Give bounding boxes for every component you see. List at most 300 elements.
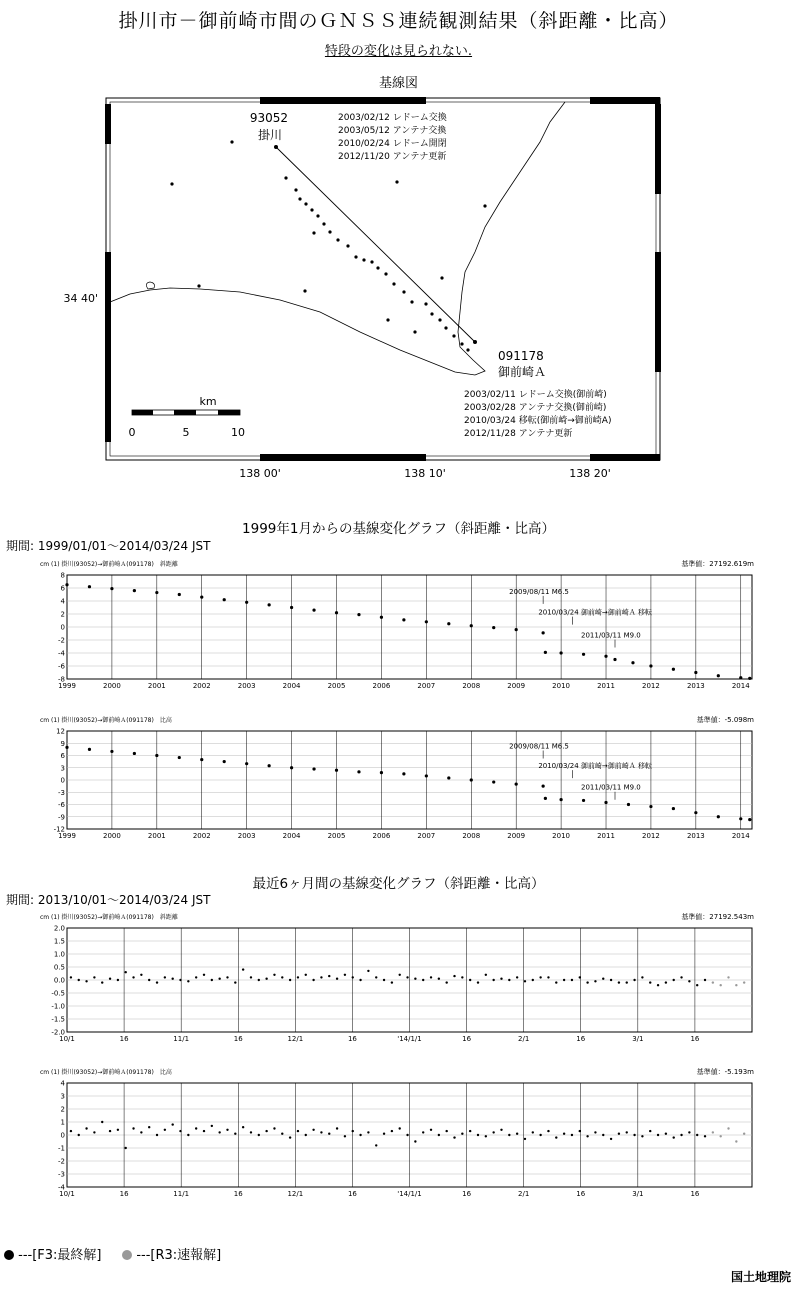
data-point	[375, 1144, 377, 1146]
data-point	[532, 979, 534, 981]
data-point	[430, 976, 432, 978]
data-point	[712, 981, 714, 983]
data-point	[93, 1131, 95, 1133]
station-a-note-2: 2003/05/12 アンテナ交換	[338, 126, 447, 136]
data-point	[359, 979, 361, 981]
data-point	[430, 1129, 432, 1131]
chart-header: cm (1) 掛川(93052)→御前崎Ａ(091178) 比高	[40, 717, 172, 724]
data-point	[641, 1135, 643, 1137]
data-point	[539, 976, 541, 978]
x-tick-label: 2011	[597, 832, 615, 840]
x-tick-label: 3/1	[632, 1190, 644, 1198]
data-point	[748, 818, 751, 821]
x-tick-label: 2002	[192, 832, 211, 840]
station-b-note-2: 2003/02/28 アンテナ交換(御前崎)	[464, 403, 607, 413]
data-point	[532, 1131, 534, 1133]
x-tick-label: 2003	[237, 682, 256, 690]
data-point	[391, 1130, 393, 1132]
chart-base-value: 基準値：-5.193m	[696, 1068, 754, 1076]
data-point	[649, 1130, 651, 1132]
scale-tick-5: 5	[182, 426, 190, 439]
data-point	[748, 677, 751, 680]
x-tick-label: 16	[576, 1035, 586, 1043]
data-point	[399, 1127, 401, 1129]
station-a-note-3: 2010/02/24 レドーム開閉	[338, 139, 447, 149]
data-point	[336, 978, 338, 980]
y-tick-label: 0	[60, 623, 65, 632]
x-tick-label: 2007	[417, 682, 436, 690]
station-b-id: 091178	[498, 349, 544, 363]
data-point	[672, 668, 675, 671]
data-point	[704, 979, 706, 981]
data-point	[132, 976, 134, 978]
data-point	[245, 762, 248, 765]
data-point	[445, 981, 447, 983]
data-point	[739, 676, 742, 679]
data-point	[195, 1127, 197, 1129]
data-point	[508, 1134, 510, 1136]
y-tick-label: 3	[60, 764, 65, 773]
data-point	[234, 981, 236, 983]
x-tick-label: 1999	[58, 682, 76, 690]
data-point	[739, 817, 742, 820]
data-point	[492, 1131, 494, 1133]
x-tick-label: 2010	[552, 682, 571, 690]
data-point	[657, 1134, 659, 1136]
data-point	[164, 976, 166, 978]
y-tick-label: 1	[60, 1118, 65, 1127]
x-tick-label: '14/1/1	[397, 1035, 422, 1043]
data-point	[200, 596, 203, 599]
x-tick-label: 2001	[147, 832, 166, 840]
chart-base-value: 基準値：-5.098m	[696, 716, 754, 724]
data-point	[563, 979, 565, 981]
x-tick-label: 2013	[686, 832, 705, 840]
y-tick-label: 3	[60, 1092, 65, 1101]
x-tick-label: 2006	[372, 832, 391, 840]
data-point	[110, 587, 113, 590]
x-tick-label: 2001	[147, 682, 166, 690]
data-point	[500, 1129, 502, 1131]
page-title: 掛川市－御前崎市間のＧＮＳＳ連続観測結果（斜距離・比高）	[118, 10, 679, 32]
chart-header: cm (1) 掛川(93052)→御前崎Ａ(091178) 比高	[40, 1069, 172, 1076]
data-point	[582, 653, 585, 656]
data-point	[273, 1127, 275, 1129]
data-point	[312, 767, 315, 770]
data-point	[735, 984, 737, 986]
data-point	[447, 622, 450, 625]
data-point	[579, 976, 581, 978]
data-point	[445, 1130, 447, 1132]
data-point	[743, 1133, 745, 1135]
short-term-period: 期間: 2013/10/01～2014/03/24 JST	[6, 893, 211, 907]
legend-final-marker	[4, 1250, 14, 1260]
data-point	[328, 1133, 330, 1135]
x-tick-label: 2006	[372, 682, 391, 690]
data-point	[673, 1136, 675, 1138]
data-point	[110, 750, 113, 753]
data-point	[425, 620, 428, 623]
data-point	[125, 1147, 127, 1149]
data-point	[85, 980, 87, 982]
x-tick-label: 16	[347, 1035, 357, 1043]
data-point	[582, 799, 585, 802]
x-tick-label: 2012	[642, 832, 660, 840]
data-point	[352, 1130, 354, 1132]
event-annotation: 2009/08/11 M6.5	[509, 587, 569, 596]
data-point	[200, 758, 203, 761]
y-tick-label: -1.5	[51, 1015, 65, 1024]
station-b-note-1: 2003/02/11 レドーム交換(御前崎)	[464, 390, 607, 400]
y-tick-label: 0	[60, 776, 65, 785]
y-tick-label: -3	[58, 788, 65, 797]
data-point	[344, 974, 346, 976]
data-point	[336, 1127, 338, 1129]
y-tick-label: 1.5	[53, 937, 65, 946]
data-point	[602, 978, 604, 980]
data-point	[265, 978, 267, 980]
long-term-section-title: 1999年1月からの基線変化グラフ（斜距離・比高）	[242, 521, 555, 537]
data-point	[453, 1136, 455, 1138]
data-point	[281, 1133, 283, 1135]
y-tick-label: 0.5	[53, 963, 65, 972]
data-point	[696, 984, 698, 986]
data-point	[727, 976, 729, 978]
data-point	[626, 981, 628, 983]
x-tick-label: 2002	[192, 682, 211, 690]
data-point	[320, 976, 322, 978]
data-point	[399, 974, 401, 976]
chart-long-slope-distance	[0, 555, 797, 701]
station-a-name: 掛川	[257, 128, 282, 142]
x-tick-label: 1999	[58, 832, 76, 840]
longitude-label-3: 138 20'	[569, 467, 611, 480]
y-tick-label: -0.5	[51, 989, 65, 998]
data-point	[250, 976, 252, 978]
data-point	[555, 981, 557, 983]
data-point	[571, 1134, 573, 1136]
y-tick-label: -9	[58, 813, 65, 822]
x-tick-label: 3/1	[632, 1035, 644, 1043]
y-tick-label: 0	[60, 1131, 65, 1140]
data-point	[633, 979, 635, 981]
data-point	[155, 754, 158, 757]
data-point	[438, 978, 440, 980]
x-tick-label: 2004	[282, 682, 301, 690]
data-point	[335, 611, 338, 614]
data-point	[402, 618, 405, 621]
data-point	[735, 1140, 737, 1142]
data-point	[680, 1134, 682, 1136]
data-point	[712, 1131, 714, 1133]
x-tick-label: 16	[233, 1190, 243, 1198]
data-point	[704, 1135, 706, 1137]
data-point	[391, 981, 393, 983]
data-point	[70, 976, 72, 978]
event-annotation: 2010/03/24 御前崎→御前崎Ａ 移転	[538, 608, 652, 617]
x-tick-label: 2014	[731, 832, 750, 840]
longitude-label-1: 138 00'	[239, 467, 281, 480]
x-tick-label: 2005	[327, 682, 346, 690]
y-tick-label: -1.0	[51, 1002, 65, 1011]
chart-base-value: 基準値：27192.543m	[681, 913, 754, 921]
y-tick-label: -4	[58, 1183, 65, 1192]
data-point	[155, 591, 158, 594]
data-point	[171, 978, 173, 980]
data-point	[594, 980, 596, 982]
y-tick-label: 9	[60, 739, 65, 748]
y-tick-label: -2	[58, 1157, 65, 1166]
y-tick-label: 2.0	[53, 924, 65, 933]
data-point	[610, 979, 612, 981]
data-point	[140, 974, 142, 976]
data-point	[586, 1135, 588, 1137]
y-tick-label: 4	[60, 1079, 65, 1088]
data-point	[524, 1138, 526, 1140]
data-point	[195, 976, 197, 978]
chart-long-height-difference	[0, 711, 797, 851]
data-point	[602, 1134, 604, 1136]
data-point	[335, 769, 338, 772]
data-point	[117, 979, 119, 981]
x-tick-label: 2013	[686, 682, 705, 690]
data-point	[594, 1131, 596, 1133]
data-point	[542, 631, 545, 634]
chart-header: cm (1) 掛川(93052)→御前崎Ａ(091178) 斜距離	[40, 561, 178, 568]
data-point	[328, 975, 330, 977]
data-point	[719, 1135, 721, 1137]
data-point	[477, 1134, 479, 1136]
data-point	[402, 772, 405, 775]
data-point	[290, 766, 293, 769]
x-tick-label: 2005	[327, 832, 346, 840]
data-point	[359, 1134, 361, 1136]
data-point	[178, 756, 181, 759]
x-tick-label: 2009	[507, 682, 526, 690]
data-point	[571, 979, 573, 981]
data-point	[132, 1127, 134, 1129]
data-point	[88, 585, 91, 588]
event-annotation: 2011/03/11 M9.0	[581, 783, 641, 792]
data-point	[559, 798, 562, 801]
data-point	[516, 1133, 518, 1135]
data-point	[627, 803, 630, 806]
data-point	[223, 760, 226, 763]
data-point	[610, 1138, 612, 1140]
data-point	[245, 601, 248, 604]
data-point	[425, 774, 428, 777]
chart-header: cm (1) 掛川(93052)→御前崎Ａ(091178) 斜距離	[40, 914, 178, 921]
data-point	[226, 1129, 228, 1131]
data-point	[171, 1123, 173, 1125]
station-b-note-3: 2010/03/24 移転(御前崎→御前崎A)	[464, 416, 612, 426]
data-point	[447, 776, 450, 779]
page-subtitle	[0, 40, 797, 59]
data-point	[649, 664, 652, 667]
data-point	[618, 1133, 620, 1135]
y-tick-label: -12	[53, 825, 65, 834]
y-tick-label: 8	[60, 571, 65, 580]
event-annotation: 2011/03/11 M9.0	[581, 631, 641, 640]
subtitle-text: 特段の変化は見られない.	[324, 44, 473, 59]
data-point	[492, 780, 495, 783]
event-annotation: 2009/08/11 M6.5	[509, 742, 569, 751]
data-point	[164, 1129, 166, 1131]
data-point	[101, 981, 103, 983]
station-b-note-4: 2012/11/28 アンテナ更新	[464, 429, 573, 439]
data-point	[453, 975, 455, 977]
x-tick-label: 2003	[237, 832, 256, 840]
legend	[4, 1244, 221, 1263]
data-point	[380, 771, 383, 774]
data-point	[179, 979, 181, 981]
data-point	[375, 976, 377, 978]
data-point	[500, 978, 502, 980]
data-point	[178, 593, 181, 596]
data-point	[242, 968, 244, 970]
data-point	[626, 1131, 628, 1133]
data-point	[352, 976, 354, 978]
data-point	[406, 976, 408, 978]
x-tick-label: 2000	[103, 832, 121, 840]
data-point	[563, 1133, 565, 1135]
data-point	[539, 1134, 541, 1136]
data-point	[469, 979, 471, 981]
data-point	[406, 1134, 408, 1136]
y-tick-label: 1.0	[53, 950, 65, 959]
data-point	[673, 979, 675, 981]
x-tick-label: 16	[462, 1035, 472, 1043]
data-point	[743, 981, 745, 983]
data-point	[586, 981, 588, 983]
data-point	[187, 980, 189, 982]
data-point	[109, 1130, 111, 1132]
data-point	[665, 1133, 667, 1135]
data-point	[717, 674, 720, 677]
data-point	[312, 979, 314, 981]
data-point	[281, 976, 283, 978]
data-point	[492, 626, 495, 629]
data-point	[461, 1133, 463, 1135]
data-point	[305, 1134, 307, 1136]
data-point	[133, 752, 136, 755]
x-tick-label: 16	[119, 1035, 129, 1043]
legend-final-label: ---[F3:最終解]	[18, 1248, 102, 1263]
data-point	[485, 1135, 487, 1137]
data-point	[268, 764, 271, 767]
data-point	[383, 1133, 385, 1135]
data-point	[357, 770, 360, 773]
data-point	[211, 1125, 213, 1127]
data-point	[542, 785, 545, 788]
x-tick-label: 2004	[282, 832, 301, 840]
data-point	[649, 805, 652, 808]
data-point	[380, 616, 383, 619]
x-tick-label: 2000	[103, 682, 121, 690]
x-tick-label: 11/1	[173, 1190, 190, 1198]
data-point	[140, 1131, 142, 1133]
data-point	[218, 978, 220, 980]
data-point	[470, 624, 473, 627]
data-point	[133, 589, 136, 592]
data-point	[688, 980, 690, 982]
data-point	[312, 609, 315, 612]
organization-name: 国土地理院	[730, 1270, 791, 1284]
data-point	[357, 613, 360, 616]
y-tick-label: 6	[60, 752, 65, 760]
data-point	[179, 1130, 181, 1132]
data-point	[226, 976, 228, 978]
y-tick-label: 12	[56, 727, 65, 736]
chart-short-height-difference	[0, 1063, 797, 1209]
y-tick-label: 2	[60, 1105, 65, 1114]
data-point	[85, 1127, 87, 1129]
x-tick-label: 2008	[462, 682, 481, 690]
y-tick-label: -2	[58, 636, 65, 645]
data-point	[719, 984, 721, 986]
data-point	[312, 1129, 314, 1131]
data-point	[297, 976, 299, 978]
data-point	[297, 1130, 299, 1132]
x-tick-label: 10/1	[59, 1035, 75, 1043]
data-point	[470, 778, 473, 781]
data-point	[65, 583, 68, 586]
station-b-name: 御前崎Ａ	[498, 365, 547, 379]
baseline-map	[60, 92, 680, 492]
data-point	[268, 603, 271, 606]
data-point	[508, 979, 510, 981]
data-point	[273, 974, 275, 976]
data-point	[242, 1126, 244, 1128]
y-tick-label: 2	[60, 610, 65, 619]
x-tick-label: 16	[347, 1190, 357, 1198]
data-point	[657, 984, 659, 986]
data-point	[649, 981, 651, 983]
station-a-id: 93052	[249, 111, 288, 125]
data-point	[211, 979, 213, 981]
data-point	[555, 1136, 557, 1138]
x-tick-label: 2010	[552, 832, 571, 840]
data-point	[559, 651, 562, 654]
scale-tick-10: 10	[231, 426, 245, 439]
data-point	[422, 979, 424, 981]
y-tick-label: -6	[58, 662, 65, 671]
data-point	[717, 815, 720, 818]
station-a-note-4: 2012/11/20 アンテナ更新	[338, 152, 447, 162]
data-point	[367, 970, 369, 972]
x-tick-label: 10/1	[59, 1190, 75, 1198]
data-point	[109, 978, 111, 980]
data-point	[422, 1131, 424, 1133]
data-point	[187, 1134, 189, 1136]
data-point	[70, 1130, 72, 1132]
data-point	[289, 979, 291, 981]
y-tick-label: -6	[58, 801, 65, 809]
data-point	[604, 655, 607, 658]
x-tick-label: 2008	[462, 832, 481, 840]
data-point	[469, 1130, 471, 1132]
x-tick-label: 16	[119, 1190, 129, 1198]
x-tick-label: 2/1	[518, 1190, 530, 1198]
legend-rapid-marker	[122, 1250, 132, 1260]
data-point	[461, 976, 463, 978]
data-point	[414, 978, 416, 980]
x-tick-label: 16	[690, 1190, 700, 1198]
data-point	[367, 1131, 369, 1133]
longitude-label-2: 138 10'	[404, 467, 446, 480]
chart-base-value: 基準値：27192.619m	[681, 560, 754, 568]
data-point	[258, 979, 260, 981]
